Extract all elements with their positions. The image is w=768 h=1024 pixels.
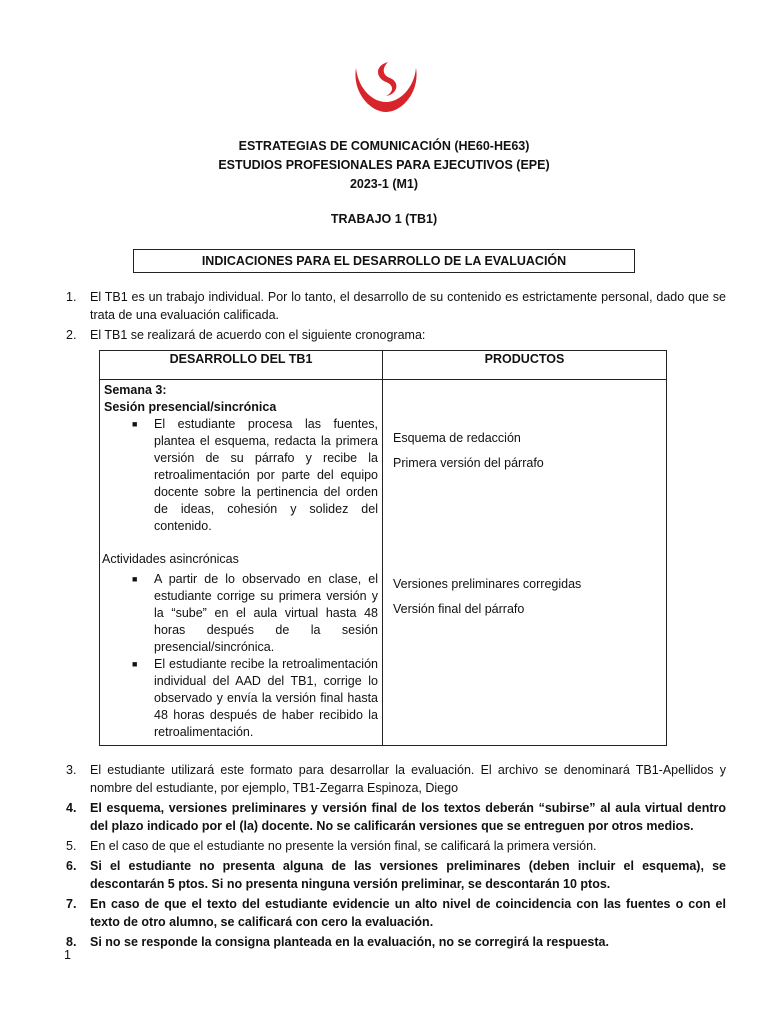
term: 2023-1 (M1) <box>349 177 419 191</box>
instructions-list-top <box>62 288 726 346</box>
list-item: 3. El estudiante utilizará este formato para desarrollar la evaluación. El archivo se denominará TB1-Apellidos y nombre del estudiante, por ejemplo, TB1-Zegarra Espinoza, Diego <box>66 763 726 795</box>
list-item: ■ El estudiante procesa las fuentes, plantea el esquema, redacta la primera versión de su párrafo y recibe la retroalimentación por parte del equipo docente sobre la pertinencia del orden de ideas, cohesión y solidez del contenido. <box>132 417 378 533</box>
page-number: 1 <box>64 948 71 962</box>
session-bullets <box>104 416 378 535</box>
table-header-products: PRODUCTOS <box>383 351 667 380</box>
course-header <box>0 137 768 194</box>
product-item: Versiones preliminares corregidas <box>393 577 582 591</box>
instructions-list-bottom <box>62 761 726 953</box>
list-item: 7. En caso de que el texto del estudiante evidencie un alto nivel de coincidencia con las fuentes o con el texto de otro alumno, se calificará con cero la evaluación. <box>66 897 726 929</box>
week-label: Semana 3: <box>104 383 167 397</box>
instructions-heading-box: INDICACIONES PARA EL DESARROLLO DE LA EVALUACIÓN <box>133 249 635 273</box>
product-item: Versión final del párrafo <box>393 602 525 616</box>
list-item: 4. El esquema, versiones preliminares y versión final de los textos deberán “subirse” al aula virtual dentro del plazo indicado por el (la) docente. No se calificarán versiones que se entreguen por otros medios. <box>66 801 726 833</box>
async-label: Actividades asincrónicas <box>102 552 239 566</box>
async-bullets <box>104 571 378 741</box>
list-item: 2. El TB1 se realizará de acuerdo con el siguiente cronograma: <box>66 328 426 342</box>
list-item: 8. Si no se responde la consigna planteada en la evaluación, no se corregirá la respuesta. <box>66 935 609 949</box>
course-name: ESTRATEGIAS DE COMUNICACIÓN (HE60-HE63) <box>238 139 530 153</box>
bullet-icon: ■ <box>132 419 138 429</box>
bullet-icon: ■ <box>132 659 138 669</box>
product-item: Esquema de redacción <box>393 431 521 445</box>
list-item: ■ A partir de lo observado en clase, el estudiante corrige su primera versión y la “sube” en el aula virtual hasta 48 horas después de la sesión presencial/sincrónica. <box>132 572 378 654</box>
upc-logo <box>350 58 422 114</box>
assignment-title: TRABAJO 1 (TB1) <box>330 212 438 226</box>
bullet-icon: ■ <box>132 574 138 584</box>
list-item: 6. Si el estudiante no presenta alguna de las versiones preliminares (deben incluir el esquema), se descontarán 5 ptos. Si no presenta ninguna versión preliminar, se descontarán 10 ptos. <box>66 859 726 891</box>
schedule-table <box>99 350 667 746</box>
logo-icon <box>350 58 422 114</box>
products-cell <box>383 380 667 746</box>
list-item: ■ El estudiante recibe la retroalimentación individual del AAD del TB1, corrige lo observado y envía la versión final hasta 48 horas después de haber recibido la retroalimentación. <box>132 657 378 739</box>
list-item: 1. El TB1 es un trabajo individual. Por lo tanto, el desarrollo de su contenido es estrictamente personal, dado que se trata de una evaluación calificada. <box>66 290 726 322</box>
program-name: ESTUDIOS PROFESIONALES PARA EJECUTIVOS (EPE) <box>218 158 550 172</box>
table-header-development: DESARROLLO DEL TB1 <box>100 351 383 380</box>
product-item: Primera versión del párrafo <box>393 456 544 470</box>
list-item: 5. En el caso de que el estudiante no presente la versión final, se calificará la primera versión. <box>66 839 597 853</box>
development-cell <box>100 380 383 746</box>
session-label: Sesión presencial/sincrónica <box>104 400 277 414</box>
